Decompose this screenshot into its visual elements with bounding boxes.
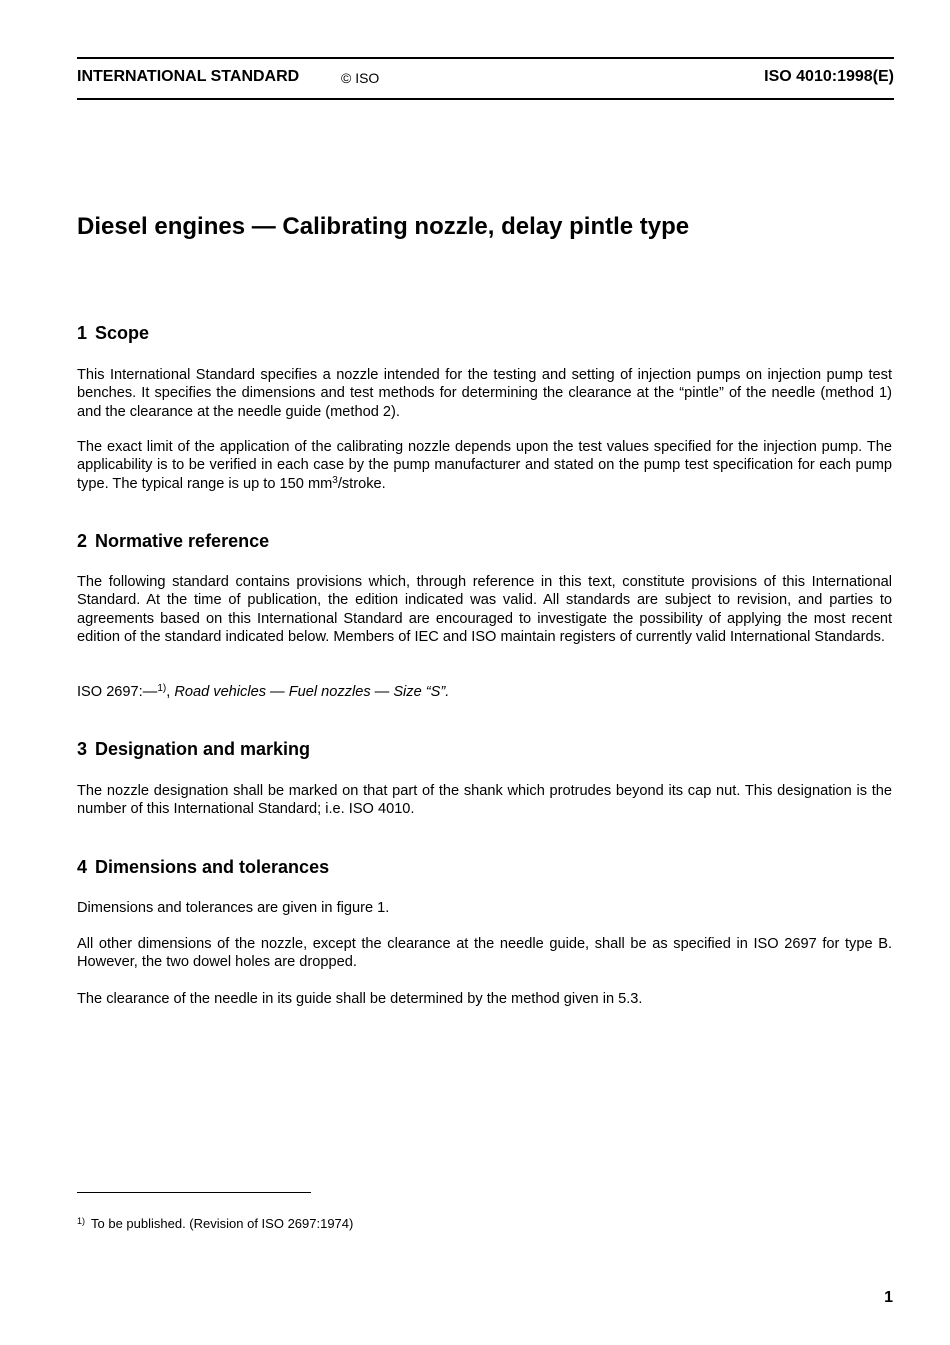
section-number: 1 — [77, 323, 88, 343]
superscript: 3 — [332, 474, 338, 486]
header-copyright: © ISO — [341, 70, 380, 86]
footnote-marker: 1) — [77, 1216, 86, 1226]
scope-paragraph-2-tail: /stroke. — [337, 475, 386, 492]
section-heading-dimensions — [77, 857, 329, 878]
scope-paragraph-2 — [77, 438, 892, 493]
reference-code: ISO 2697:— — [77, 684, 158, 700]
header-top-rule — [77, 57, 894, 59]
reference-title: Road vehicles — Fuel nozzles — Size “S”. — [174, 684, 450, 700]
dimensions-paragraph-1: Dimensions and tolerances are given in figure 1. — [77, 900, 390, 916]
page-number: 1 — [884, 1289, 893, 1306]
designation-paragraph: The nozzle designation shall be marked on that part of the shank which protrudes beyond its cap nut. This designation is the number of this International Standard; i.e. ISO 4010. — [77, 783, 892, 818]
dimensions-paragraph-2: All other dimensions of the nozzle, except the clearance at the needle guide, shall be as specified in ISO 2697 for type B. However, the two dowel holes are dropped. — [77, 936, 892, 971]
normative-paragraph: The following standard contains provisions which, through reference in this text, constitute provisions of this International Standard. At the time of publication, the edition indicated was valid. All standards are subject to revision, and parties to agreements based on this International Standard are encouraged to investigate the possibility of applying the most recent edition of the standard indicated below. Members of IEC and ISO maintain registers of currently valid International Standards. — [77, 574, 892, 645]
scope-paragraph-2-text: The exact limit of the application of the calibrating nozzle depends upon the test values specified for the injection pump. The applicability is to be verified in each case by the pump manufacturer and stated on the pump test specification for each pump type. The typical range is up to 150 mm — [77, 439, 892, 492]
page-header — [77, 68, 894, 92]
section-heading-designation — [77, 739, 310, 760]
header-document-id: ISO 4010:1998(E) — [764, 68, 894, 85]
header-bottom-rule — [77, 98, 894, 100]
section-number: 4 — [77, 857, 88, 877]
footnote-text: To be published. (Revision of ISO 2697:1974) — [91, 1216, 354, 1231]
dimensions-paragraph-3: The clearance of the needle in its guide shall be determined by the method given in 5.3. — [77, 991, 643, 1007]
section-heading-normative-reference — [77, 531, 269, 552]
section-title: Dimensions and tolerances — [95, 857, 330, 877]
normative-reference-entry — [77, 683, 892, 701]
header-standard-label: INTERNATIONAL STANDARD — [77, 68, 300, 85]
section-title: Scope — [95, 323, 150, 343]
section-number: 2 — [77, 531, 88, 551]
section-title: Designation and marking — [95, 739, 311, 759]
reference-separator: , — [166, 684, 175, 700]
footnote-separator — [77, 1192, 311, 1193]
scope-paragraph-1: This International Standard specifies a nozzle intended for the testing and setting of injection pumps on injection pump test benches. It specifies the dimensions and test methods for determining the clearance at the “pintle” of the needle (method 1) and the clearance at the needle guide (method 2). — [77, 367, 892, 420]
section-heading-scope — [77, 323, 149, 344]
document-title: Diesel engines — Calibrating nozzle, delay pintle type — [77, 213, 690, 240]
footnote-marker: 1) — [157, 683, 167, 694]
footnote — [77, 1216, 353, 1231]
section-number: 3 — [77, 739, 88, 759]
section-title: Normative reference — [95, 531, 270, 551]
